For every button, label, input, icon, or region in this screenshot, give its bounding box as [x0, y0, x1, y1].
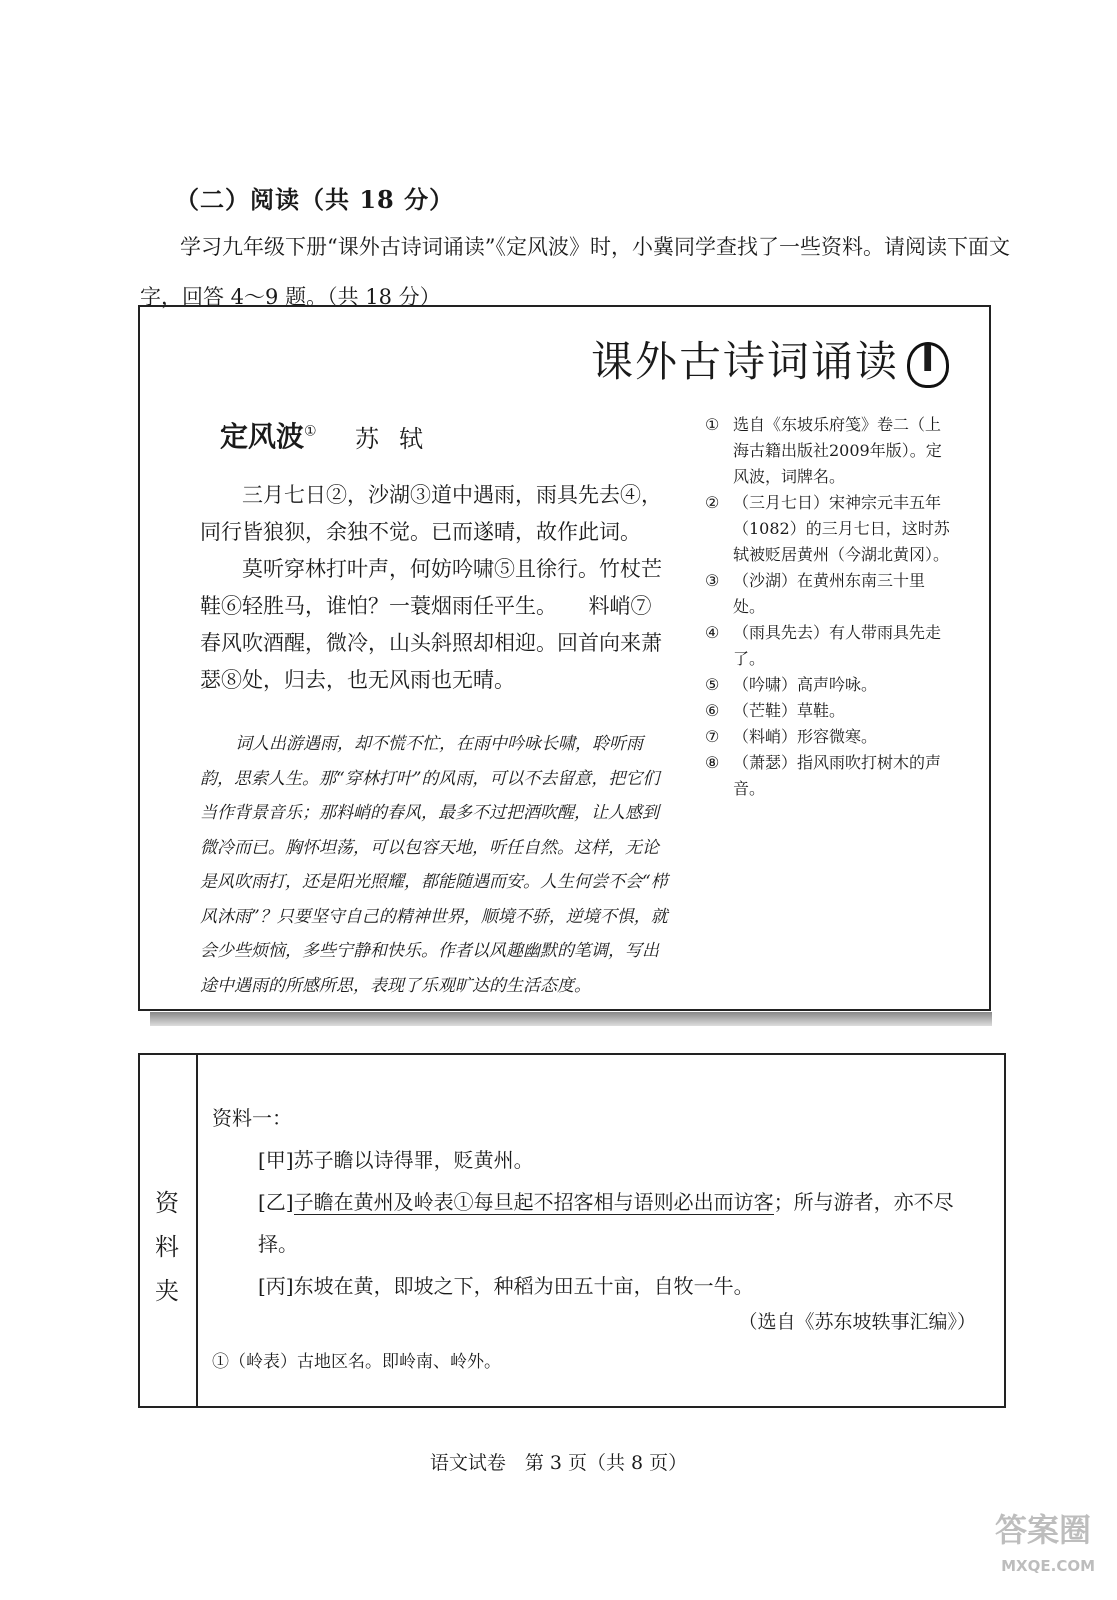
- note-text: （芒鞋）草鞋。: [733, 701, 846, 720]
- resource-label-char: 料: [155, 1233, 179, 1261]
- reading-icon: [907, 342, 949, 388]
- resource-box: [138, 1053, 1006, 1408]
- poem-box: [138, 305, 991, 1011]
- watermark-logo: [989, 1505, 1099, 1595]
- note-item: [705, 750, 955, 802]
- resource-label-column: [140, 1055, 198, 1406]
- poem-title: [220, 415, 317, 455]
- watermark-url: MXQE.COM: [1001, 1557, 1095, 1575]
- resource-yi-underlined: 子瞻在黄州及岭表①每旦起不招客相与语则必出而访客: [293, 1190, 774, 1214]
- note-item: [705, 412, 955, 490]
- note-number: ③: [705, 571, 720, 590]
- note-item: [705, 672, 955, 698]
- resource-label-char: 资: [155, 1189, 179, 1217]
- note-item: [705, 620, 955, 672]
- poem-text: [200, 477, 670, 699]
- poem-title-note: ①: [304, 423, 317, 440]
- resource-yi: [212, 1181, 992, 1265]
- note-number: ④: [705, 623, 720, 642]
- resource-label-char: 夹: [155, 1277, 179, 1305]
- note-item: [705, 698, 955, 724]
- note-number: ⑤: [705, 675, 720, 694]
- resource-jia: [甲]苏子瞻以诗得罪，贬黄州。: [258, 1148, 534, 1172]
- poem-author: 苏轼: [355, 425, 443, 453]
- resource-footnote: ①（岭表）古地区名。即岭南、岭外。: [212, 1352, 501, 1372]
- note-item: [705, 568, 955, 620]
- poem-commentary: 词人出游遇雨，却不慌不忙，在雨中吟咏长啸，聆听雨韵，思索人生。那“穿林打叶”的风雨，可以不去留意，把它们当作背景音乐；那料峭的春风，最多不过把酒吹醒，让人感到微冷而已。胸怀坦荡，可以包容天地，听任自然。这样，无论是风吹雨打，还是阳光照耀，都能随遇而安。人生何尝不会“栉风沐雨”？只要坚守自己的精神世界，顺境不骄，逆境不惧，就会少些烦恼，多些宁静和快乐。作者以风趣幽默的笔调，写出途中遇雨的所感所思，表现了乐观旷达的生活态度。: [200, 734, 668, 996]
- poem-preface: 三月七日②，沙湖③道中遇雨，雨具先去④，同行皆狼狈，余独不觉。已而遂晴，故作此词。: [200, 483, 662, 544]
- poem-title-text: 定风波: [220, 420, 305, 453]
- note-text: （吟啸）高声吟咏。: [733, 675, 878, 694]
- note-number: ⑥: [705, 701, 720, 720]
- page-footer: 语文试卷 第 3 页（共 8 页）: [429, 1452, 688, 1474]
- note-number: ⑧: [705, 753, 720, 772]
- resource-content: [212, 1097, 992, 1307]
- resource-source: （选自《苏东坡轶事汇编》）: [738, 1311, 976, 1333]
- watermark-text: 答案圈: [994, 1511, 1091, 1549]
- note-text: （三月七日）宋神宗元丰五年（1082）的三月七日，这时苏轼被贬居黄州（今湖北黄冈）。: [733, 493, 950, 564]
- resource-yi-rest: ；所与游者，亦不尽择。: [258, 1190, 954, 1256]
- note-text: 选自《东坡乐府笺》卷二（上海古籍出版社2009年版）。定风波，词牌名。: [733, 415, 942, 486]
- note-text: （雨具先去）有人带雨具先走了。: [733, 623, 942, 668]
- resource-heading: 资料一：: [212, 1106, 292, 1130]
- note-item: [705, 490, 955, 568]
- banner: [591, 329, 949, 389]
- banner-title: 课外古诗词诵读: [590, 337, 899, 386]
- poem-box-shadow: [150, 1012, 992, 1026]
- resource-bing: [丙]东坡在黄，即坡之下，种稻为田五十亩，自牧一牛。: [258, 1274, 754, 1298]
- note-text: （料峭）形容微寒。: [733, 727, 878, 746]
- resource-label: [154, 1181, 180, 1313]
- intro-paragraph: 学习九年级下册“课外古诗词诵读”《定风波》时，小冀同学查找了一些资料。请阅读下面文字，回答 4～9 题。（共 18 分）: [140, 235, 1010, 309]
- poem-body: 莫听穿林打叶声，何妨吟啸⑤且徐行。竹杖芒鞋⑥轻胜马，谁怕？一蓑烟雨任平生。 料峭⑦春风吹酒醒，微冷，山头斜照却相迎。回首向来萧瑟⑧处，归去，也无风雨也无晴。: [200, 557, 662, 692]
- note-text: （沙湖）在黄州东南三十里处。: [733, 571, 926, 616]
- note-number: ②: [705, 493, 720, 512]
- note-number: ①: [705, 415, 720, 434]
- section-title: （二）阅读（共 18 分）: [175, 185, 455, 214]
- note-text: （萧瑟）指风雨吹打树木的声音。: [733, 753, 942, 798]
- note-item: [705, 724, 955, 750]
- note-number: ⑦: [705, 727, 720, 746]
- resource-yi-label: [乙]: [258, 1190, 294, 1214]
- poem-notes: [705, 412, 955, 802]
